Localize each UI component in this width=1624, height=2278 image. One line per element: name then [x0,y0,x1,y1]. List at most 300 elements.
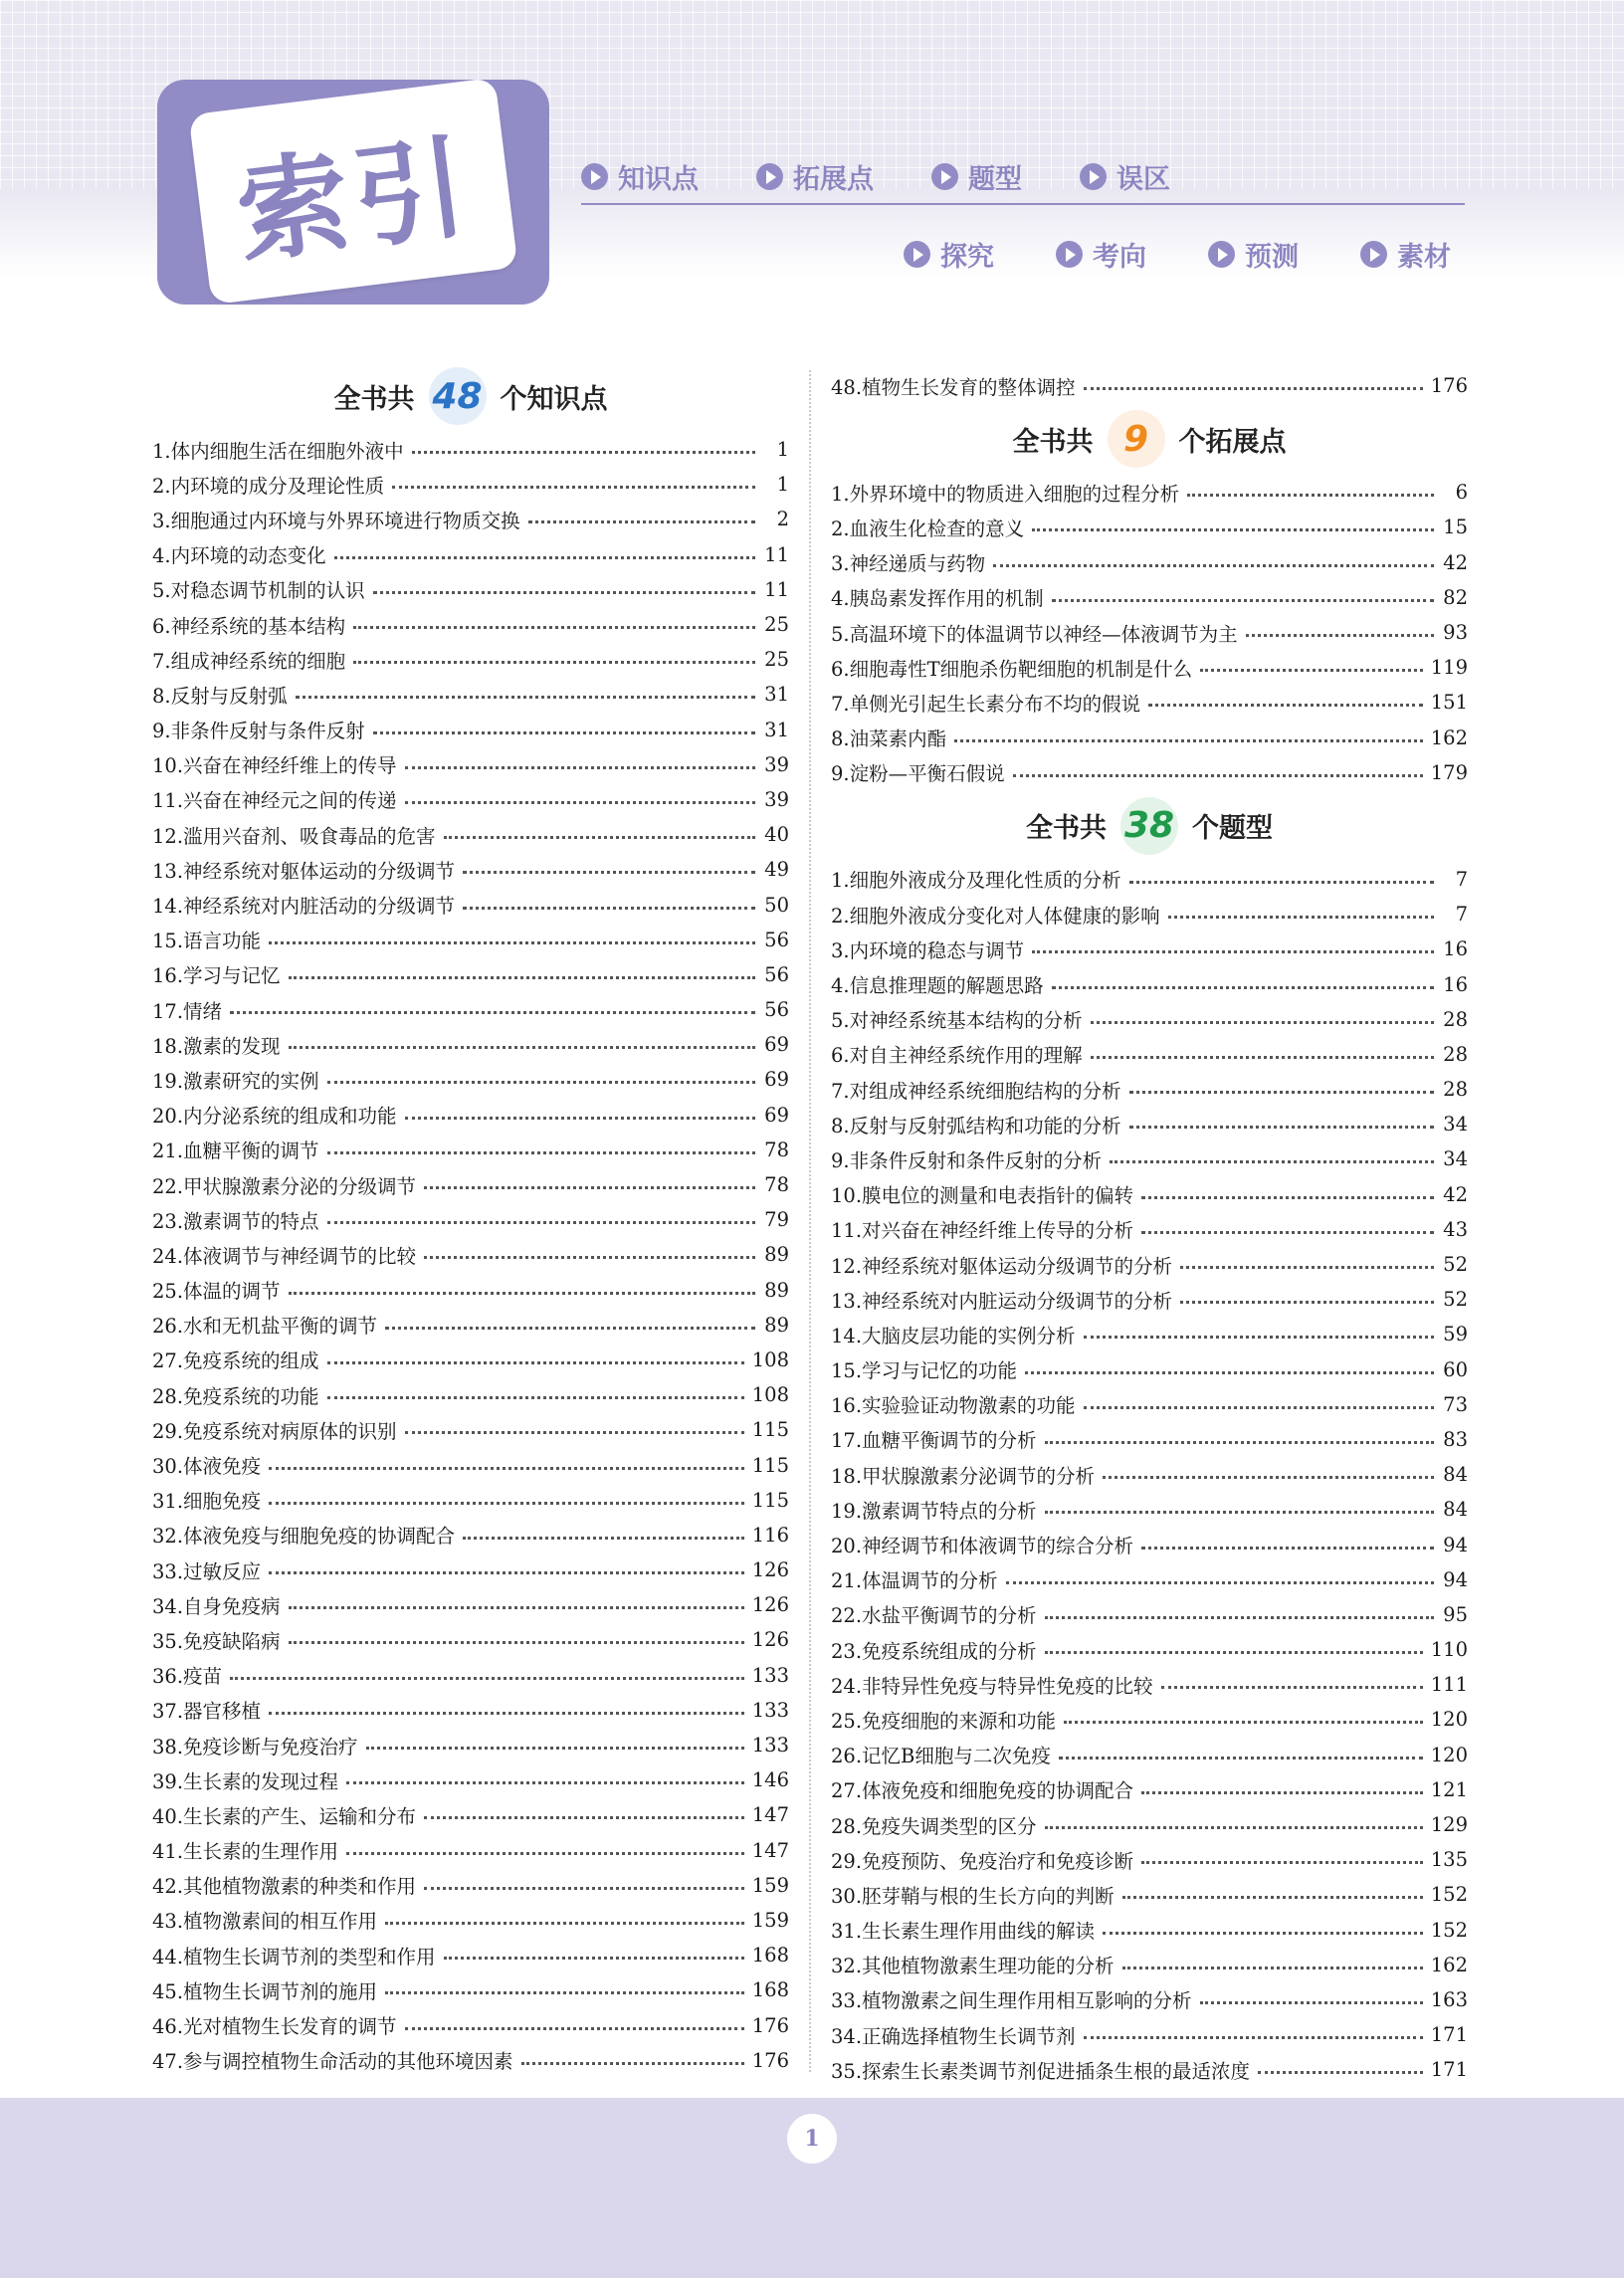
leader-dots [1110,1160,1434,1163]
list-item [831,2017,1468,2052]
item-page: 60 [1443,1357,1468,1381]
leader-dots [346,1781,744,1784]
category-label: 素材 [1397,242,1451,273]
item-page: 42 [1443,550,1468,574]
leader-dots [1122,1967,1423,1969]
list-item [152,1518,789,1553]
item-page: 84 [1443,1463,1468,1487]
leader-dots [269,941,755,944]
extension-heading [831,403,1468,475]
item-label: 7.对组成神经系统细胞结构的分析 [831,1079,1121,1103]
item-page: 31 [764,683,789,707]
list-item [831,1982,1468,2017]
list-item [152,713,789,747]
item-label: 24.非特异性免疫与特异性免疫的比较 [831,1674,1153,1698]
item-page: 1 [776,473,789,497]
leader-dots [1187,494,1434,497]
item-page: 120 [1430,1708,1468,1732]
leader-dots [392,486,755,489]
item-label: 21.血糖平衡的调节 [152,1139,319,1163]
leader-dots [405,801,755,804]
leader-dots [269,1467,744,1470]
list-item [831,1842,1468,1877]
leader-dots [424,1186,755,1189]
leader-dots [1045,1826,1423,1829]
knowledge-continued-item [831,368,1468,403]
item-label: 13.神经系统对躯体运动的分级调节 [152,859,456,883]
list-item [152,1133,789,1167]
item-label: 8.油菜素内酯 [831,727,947,751]
item-label: 25.免疫细胞的来源和功能 [831,1709,1057,1733]
list-item [152,923,789,957]
item-page: 115 [751,1418,789,1442]
list-item [831,1387,1468,1422]
play-icon [1208,241,1235,268]
item-label: 10.兴奋在神经纤维上的传导 [152,754,397,778]
list-item [152,1027,789,1062]
item-page: 152 [1430,1918,1468,1942]
play-icon [756,163,783,190]
list-item [152,1237,789,1272]
list-item [831,1002,1468,1037]
leader-dots [353,626,755,629]
item-page: 52 [1443,1288,1468,1312]
item-label: 9.非条件反射和条件反射的分析 [831,1148,1103,1172]
category-tag [904,235,994,274]
leader-dots [289,976,755,979]
item-label: 42.其他植物激素的种类和作用 [152,1875,417,1899]
item-label: 7.单侧光引起生长素分布不均的假说 [831,692,1141,716]
item-page: 6 [1455,481,1468,505]
item-page: 7 [1455,867,1468,891]
item-page: 43 [1443,1217,1468,1241]
item-label: 11.对兴奋在神经纤维上传导的分析 [831,1219,1134,1243]
item-page: 115 [751,1453,789,1477]
item-page: 79 [764,1208,789,1232]
item-label: 32.其他植物激素生理功能的分析 [831,1955,1115,1978]
leader-dots [405,1431,744,1434]
leader-dots [1200,669,1423,672]
leader-dots [373,591,755,594]
list-item [831,1702,1468,1737]
list-item [831,966,1468,1001]
item-page: 95 [1443,1602,1468,1626]
item-label: 13.神经系统对内脏运动分级调节的分析 [831,1289,1173,1313]
category-row-1 [581,157,1228,196]
leader-dots [366,1747,744,1750]
item-label: 31.细胞免疫 [152,1490,262,1514]
category-tag [581,157,699,196]
item-label: 6.细胞毒性T细胞杀伤靶细胞的机制是什么 [831,657,1193,681]
list-item [831,755,1468,790]
item-label: 1.体内细胞生活在细胞外液中 [152,439,404,463]
leader-dots [1084,1406,1434,1409]
leader-dots [424,1816,744,1819]
item-page: 126 [751,1558,789,1582]
list-item [152,2007,789,2042]
play-icon [1056,241,1083,268]
leader-dots [1084,387,1423,390]
item-page: 108 [751,1383,789,1407]
list-item [831,1597,1468,1632]
item-page: 11 [764,577,789,601]
list-item [831,1807,1468,1842]
leader-dots [405,2027,744,2030]
list-item [831,932,1468,966]
question-count-badge: 38 [1120,797,1178,855]
knowledge-heading-suffix: 个知识点 [500,383,608,415]
item-page: 159 [751,1873,789,1897]
category-label: 拓展点 [793,164,874,195]
item-page: 151 [1430,691,1468,715]
leader-dots [269,1571,744,1574]
list-item [831,1527,1468,1561]
item-label: 34.正确选择植物生长调节剂 [831,2024,1076,2048]
list-item [831,545,1468,580]
item-label: 5.对神经系统基本结构的分析 [831,1009,1083,1033]
leader-dots [424,1887,744,1890]
category-label: 误区 [1116,164,1170,195]
category-tag [931,157,1022,196]
item-page: 176 [1430,374,1468,398]
list-item [831,1562,1468,1597]
item-page: 56 [764,928,789,951]
item-label: 28.免疫失调类型的区分 [831,1814,1037,1838]
item-page: 84 [1443,1498,1468,1522]
knowledge-count-badge: 48 [429,367,487,425]
item-label: 17.血糖平衡调节的分析 [831,1429,1037,1453]
leader-dots [1141,1196,1434,1199]
item-page: 52 [1443,1253,1468,1277]
leader-dots [1246,634,1434,637]
item-page: 179 [1430,760,1468,784]
list-item [831,862,1468,897]
leader-dots [1129,881,1434,884]
item-label: 44.植物生长调节剂的类型和作用 [152,1945,436,1968]
leader-dots [993,564,1434,567]
leader-dots [1258,2071,1423,2074]
item-label: 2.内环境的成分及理论性质 [152,474,385,498]
item-page: 82 [1443,585,1468,609]
list-item [831,615,1468,650]
leader-dots [1052,986,1434,989]
item-label: 6.对自主神经系统作用的理解 [831,1044,1083,1068]
item-label: 2.血液生化检查的意义 [831,517,1025,540]
item-label: 3.内环境的稳态与调节 [831,938,1025,962]
leader-dots [1141,1547,1434,1550]
item-label: 17.情绪 [152,999,223,1023]
category-divider-line [581,203,1465,205]
list-item [152,992,789,1027]
category-label: 探究 [940,242,994,273]
knowledge-heading [152,360,789,432]
leader-dots [424,1256,755,1259]
list-item [152,1728,789,1762]
list-item [152,1938,789,1972]
item-page: 83 [1443,1427,1468,1451]
item-label: 43.植物激素间的相互作用 [152,1910,378,1934]
list-item [152,782,789,817]
leader-dots [385,1327,755,1330]
item-page: 120 [1430,1743,1468,1766]
item-label: 35.探索生长素类调节剂促进插条生根的最适浓度 [831,2059,1251,2083]
list-item [152,1343,789,1377]
item-page: 59 [1443,1323,1468,1346]
list-item [152,1833,789,1868]
item-label: 18.激素的发现 [152,1034,281,1058]
item-label: 34.自身免疫病 [152,1594,281,1618]
item-label: 32.体液免疫与细胞免疫的协调配合 [152,1525,456,1549]
leader-dots [1052,599,1434,602]
leader-dots [1180,1266,1434,1269]
list-item [831,1738,1468,1772]
leader-dots [1180,1301,1434,1304]
list-item [831,1282,1468,1317]
play-icon [931,163,958,190]
category-tag [1360,235,1451,274]
list-item [831,2052,1468,2087]
item-label: 16.实验验证动物激素的功能 [831,1394,1076,1418]
item-label: 18.甲状腺激素分泌调节的分析 [831,1464,1096,1488]
list-item [152,1587,789,1622]
list-item [831,721,1468,755]
list-item [831,1948,1468,1982]
list-item [152,1797,789,1832]
item-page: 135 [1430,1848,1468,1872]
item-label: 47.参与调控植物生命活动的其他环境因素 [152,2050,513,2074]
list-item [152,1972,789,2007]
leader-dots [1025,1371,1434,1374]
item-page: 162 [1430,725,1468,749]
category-label: 预测 [1245,242,1299,273]
item-page: 126 [751,1628,789,1652]
leader-dots [289,1641,744,1644]
item-label: 39.生长素的发现过程 [152,1769,339,1793]
item-page: 89 [764,1278,789,1302]
list-item [152,1273,789,1308]
list-item [152,1308,789,1343]
item-page: 115 [751,1488,789,1512]
category-tag [1208,235,1299,274]
item-page: 111 [1430,1673,1468,1697]
item-page: 168 [751,1978,789,2002]
item-page: 69 [764,1068,789,1092]
leader-dots [1059,1757,1423,1760]
leader-dots [1148,704,1423,707]
item-label: 27.免疫系统的组成 [152,1349,319,1373]
list-item [831,1352,1468,1387]
list-item [152,957,789,992]
knowledge-heading-prefix: 全书共 [333,383,415,415]
item-label: 6.神经系统的基本结构 [152,614,346,638]
leader-dots [327,1081,755,1084]
leader-dots [327,1361,744,1364]
play-icon [1080,163,1107,190]
item-label: 1.细胞外液成分及理化性质的分析 [831,869,1121,893]
list-item [831,1667,1468,1702]
leader-dots [463,1537,744,1540]
item-page: 34 [1443,1113,1468,1137]
list-item [831,1457,1468,1492]
leader-dots [327,1151,755,1154]
item-label: 20.神经调节和体液调节的综合分析 [831,1535,1134,1558]
list-item [152,537,789,572]
leader-dots [405,766,755,769]
list-item [152,1622,789,1657]
question-heading-prefix: 全书共 [1026,813,1107,845]
item-page: 16 [1443,937,1468,961]
list-item [831,1632,1468,1667]
item-page: 133 [751,1663,789,1687]
list-item [831,1877,1468,1912]
item-page: 126 [751,1593,789,1617]
leader-dots [327,1221,755,1224]
item-page: 121 [1430,1777,1468,1801]
leader-dots [528,520,755,523]
item-page: 42 [1443,1182,1468,1206]
item-label: 22.水盐平衡调节的分析 [831,1604,1037,1628]
leader-dots [230,1011,755,1014]
item-label: 38.免疫诊断与免疫治疗 [152,1735,358,1759]
list-item [152,1693,789,1728]
leader-dots [1064,1721,1423,1724]
item-label: 7.组成神经系统的细胞 [152,649,346,673]
item-label: 46.光对植物生长发育的调节 [152,2015,397,2039]
column-divider [809,370,811,2072]
item-page: 78 [764,1173,789,1197]
item-label: 4.胰岛素发挥作用的机制 [831,587,1044,611]
list-item [831,1177,1468,1212]
item-label: 14.神经系统对内脏活动的分级调节 [152,895,456,919]
category-row-2 [904,235,1513,274]
item-label: 33.过敏反应 [152,1559,262,1583]
leader-dots [521,2062,744,2065]
item-page: 28 [1443,1078,1468,1102]
item-label: 23.免疫系统组成的分析 [831,1639,1037,1663]
leader-dots [1032,528,1434,531]
list-item [152,502,789,536]
item-page: 73 [1443,1392,1468,1416]
list-item [831,1422,1468,1457]
list-item [152,677,789,712]
leader-dots [346,1852,744,1855]
leader-dots [1129,1091,1434,1094]
list-item [152,1903,789,1938]
item-page: 152 [1430,1883,1468,1907]
play-icon [904,241,930,268]
item-label: 2.细胞外液成分变化对人体健康的影响 [831,904,1160,928]
leader-dots [353,661,755,664]
item-page: 171 [1430,2023,1468,2047]
item-label: 16.学习与记忆 [152,964,281,988]
leader-dots [1006,1581,1434,1584]
list-item [831,1247,1468,1282]
item-page: 49 [764,858,789,882]
item-label: 33.植物激素之间生理作用相互影响的分析 [831,1989,1192,2013]
leader-dots [1168,916,1434,919]
item-label: 27.体液免疫和细胞免疫的协调配合 [831,1779,1134,1803]
item-label: 24.体液调节与神经调节的比较 [152,1244,417,1268]
category-tag [756,157,874,196]
category-label: 题型 [968,164,1022,195]
leader-dots [269,1712,744,1715]
item-page: 147 [751,1803,789,1827]
right-column [831,368,1468,2087]
list-item [152,1447,789,1482]
list-item [152,2043,789,2078]
leader-dots [444,836,755,839]
item-label: 9.非条件反射与条件反射 [152,720,365,743]
leader-dots [296,696,755,699]
item-page: 94 [1443,1533,1468,1556]
item-page: 25 [764,648,789,672]
extension-list [831,475,1468,790]
leader-dots [1122,1896,1423,1899]
item-page: 16 [1443,972,1468,996]
list-item [152,1098,789,1133]
item-label: 19.激素研究的实例 [152,1069,319,1093]
item-label: 12.滥用兴奋剂、吸食毒品的危害 [152,824,436,848]
leader-dots [1045,1441,1434,1444]
list-item [152,747,789,782]
leader-dots [230,1677,744,1680]
item-page: 31 [764,718,789,741]
play-icon [581,163,608,190]
item-page: 7 [1455,903,1468,927]
item-label: 37.器官移植 [152,1700,262,1724]
item-page: 171 [1430,2058,1468,2082]
leader-dots [385,1991,744,1994]
leader-dots [385,1922,744,1925]
item-label: 29.免疫预防、免疫治疗和免疫诊断 [831,1849,1134,1873]
item-label: 48.植物生长发育的整体调控 [831,375,1076,399]
list-item [152,1483,789,1518]
list-item [831,475,1468,510]
item-page: 50 [764,893,789,917]
title-card [188,78,517,305]
item-label: 30.胚芽鞘与根的生长方向的判断 [831,1884,1115,1908]
item-page: 162 [1430,1953,1468,1976]
item-label: 8.反射与反射弧 [152,684,288,708]
item-label: 22.甲状腺激素分泌的分级调节 [152,1174,417,1198]
item-label: 4.内环境的动态变化 [152,544,326,568]
item-page: 39 [764,787,789,811]
leader-dots [289,1606,744,1609]
list-item [152,1167,789,1202]
item-label: 26.记忆B细胞与二次免疫 [831,1745,1051,1768]
leader-dots [269,1502,744,1505]
item-label: 25.体温的调节 [152,1280,281,1304]
item-label: 5.对稳态调节机制的认识 [152,579,365,603]
list-item [152,432,789,467]
item-page: 69 [764,1103,789,1127]
leader-dots [1045,1651,1423,1654]
category-label: 知识点 [618,164,699,195]
list-item [152,1412,789,1447]
list-item [152,1868,789,1903]
question-heading-suffix: 个题型 [1192,813,1273,845]
leader-dots [412,451,755,454]
leader-dots [1141,1791,1423,1794]
leader-dots [1129,1126,1434,1129]
item-label: 4.信息推理题的解题思路 [831,974,1044,998]
item-label: 31.生长素生理作用曲线的解读 [831,1920,1096,1944]
item-label: 9.淀粉—平衡石假说 [831,762,1005,786]
leader-dots [463,871,755,874]
item-label: 1.外界环境中的物质进入细胞的过程分析 [831,482,1180,506]
play-icon [1360,241,1387,268]
list-item [831,1107,1468,1141]
